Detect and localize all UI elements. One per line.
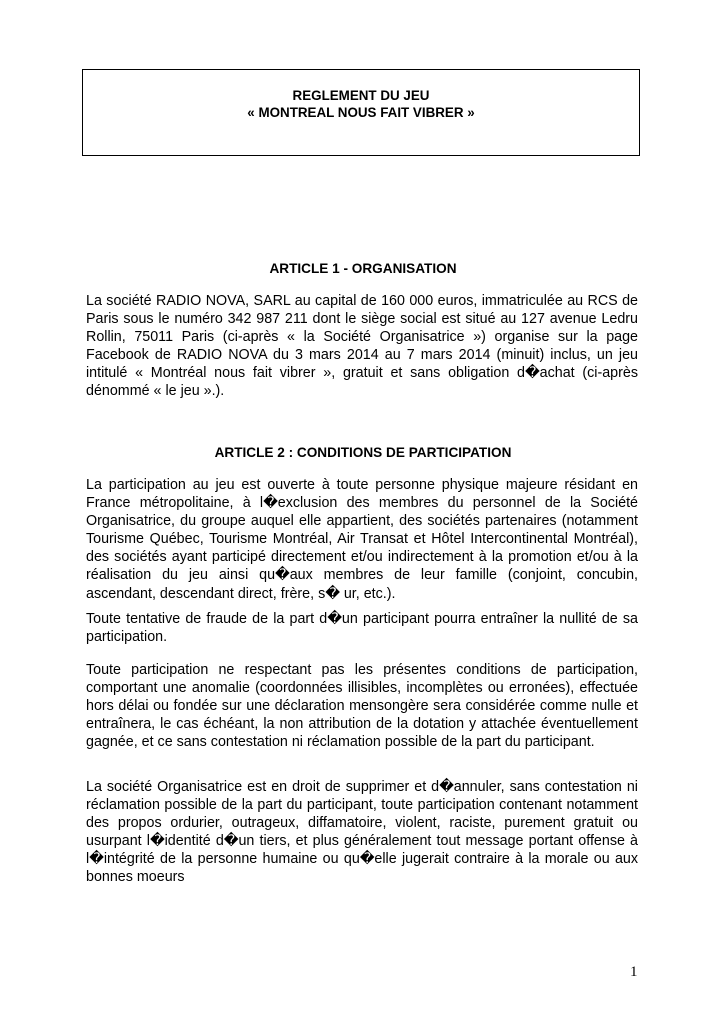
article-2-paragraph-1: La participation au jeu est ouverte à toute personne physique majeure résidant en France métropolitaine, à l�exclusion des membres du personnel de la Société Organisatrice, du groupe auquel elle appartient, des sociétés partenaires (notamment Tourisme Québec, Tourisme Montréal, Air Transat et Hôtel Intercontinental Montréal), des sociétés ayant participé directement et/ou indirectement à la promotion et/ou à la réalisation du jeu ainsi qu�aux membres de leur famille (conjoint, concubin, ascendant, descendant direct, frère, s� ur, etc.).	[86, 477, 638, 602]
document-title: REGLEMENT DU JEU	[292, 88, 430, 103]
game-name-title: « MONTREAL NOUS FAIT VIBRER »	[247, 105, 475, 120]
article-2-paragraph-2: Toute tentative de fraude de la part d�un participant pourra entraîner la nullité de sa participation.	[86, 611, 638, 646]
article-2-paragraph-4: La société Organisatrice est en droit de supprimer et d�annuler, sans contestation ni réclamation possible de la part du participant, toute participation contenant notamment des propos ordurier, outrageux, diffamatoire, violent, raciste, purement gratuit ou usurpant l�identité d�un tiers, et plus généralement tout message portant offense à l�intégrité de la personne humaine ou qu�elle jugerait contraire à la morale ou aux bonnes moeurs	[86, 779, 638, 886]
article-2-heading: ARTICLE 2 : CONDITIONS DE PARTICIPATION	[214, 445, 512, 460]
article-2-paragraph-3: Toute participation ne respectant pas les présentes conditions de participation, comportant une anomalie (coordonnées illisibles, incomplètes ou erronées), effectuée hors délai ou fondée sur une déclaration mensongère sera considérée comme nulle et entraînera, le cas échéant, la non attribution de la dotation y attachée éventuellement gagnée, et ce sans contestation ni réclamation possible de la part du participant.	[86, 662, 638, 751]
article-1-heading: ARTICLE 1 - ORGANISATION	[269, 261, 457, 276]
title-box	[82, 69, 640, 156]
article-1-paragraph: La société RADIO NOVA, SARL au capital de 160 000 euros, immatriculée au RCS de Paris sous le numéro 342 987 211 dont le siège social est situé au 127 avenue Ledru Rollin, 75011 Paris (ci-après « la Société Organisatrice ») organise sur la page Facebook de RADIO NOVA du 3 mars 2014 au 7 mars 2014 (minuit) inclus, un jeu intitulé « Montréal nous fait vibrer », gratuit et sans obligation d�achat (ci-après dénommé « le jeu ».).	[86, 293, 638, 400]
page-number: 1	[630, 964, 638, 980]
